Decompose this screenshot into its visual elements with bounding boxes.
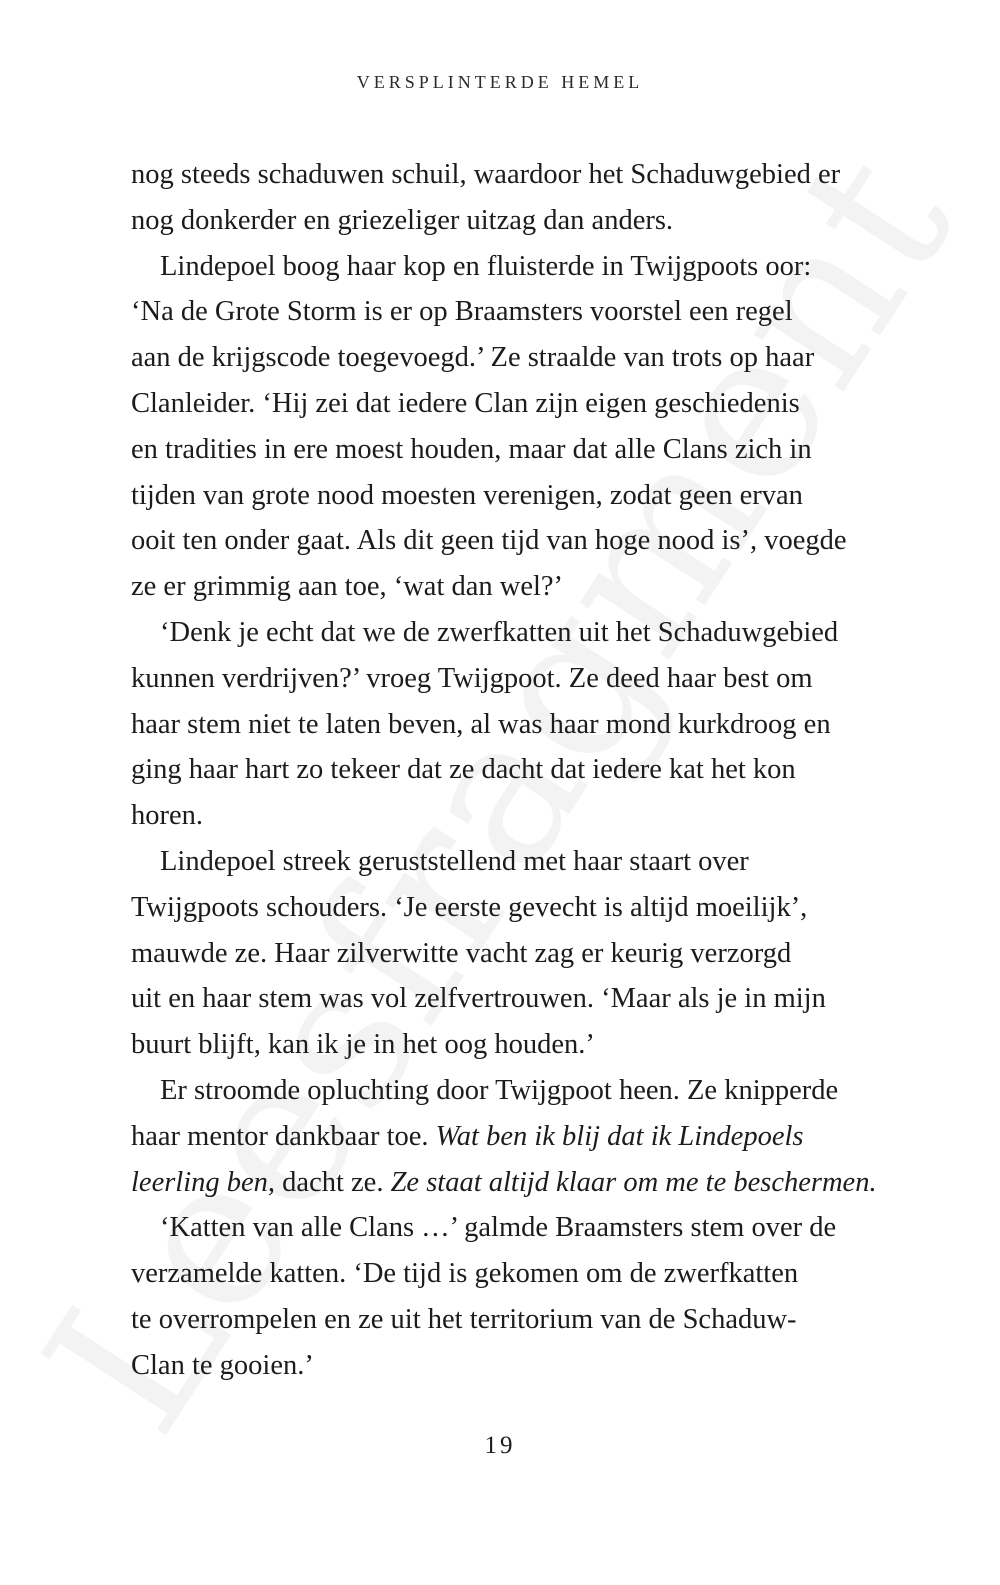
text-line (131, 244, 876, 290)
text-line (131, 1251, 876, 1297)
text-line (131, 1343, 876, 1389)
text-segment: Twijgpoots schouders. ‘Je eerste gevecht is altijd moeilijk’, (131, 891, 808, 923)
text-segment: ‘Katten van alle Clans …’ galmde Braamsters stem over de (160, 1212, 837, 1244)
text-line (131, 1114, 876, 1160)
italic-text-segment: Ze staat altijd klaar om me te beschermen. (390, 1166, 877, 1198)
text-line (131, 656, 876, 702)
text-segment: Lindepoel streek geruststellend met haar staart over (160, 845, 749, 877)
text-segment: Clan te gooien.’ (131, 1349, 314, 1381)
text-segment: ‘Na de Grote Storm is er op Braamsters voorstel een regel (131, 296, 793, 328)
text-line (131, 976, 876, 1022)
text-segment: te overrompelen en ze uit het territorium van de Schaduw- (131, 1303, 797, 1335)
text-line (131, 885, 876, 931)
italic-text-segment: Wat ben ik blij dat ik Lindepoels (435, 1120, 804, 1152)
text-line (131, 152, 876, 198)
text-segment: Clanleider. ‘Hij zei dat iedere Clan zijn eigen geschiedenis (131, 387, 800, 419)
text-segment: Er stroomde opluchting door Twijgpoot heen. Ze knipperde (160, 1074, 839, 1106)
text-line (131, 793, 876, 839)
text-line (131, 381, 876, 427)
text-line (131, 1297, 876, 1343)
text-segment: kunnen verdrijven?’ vroeg Twijgpoot. Ze deed haar best om (131, 662, 813, 694)
text-line (131, 931, 876, 977)
running-head: VERSPLINTERDE HEMEL (356, 72, 644, 92)
text-line (131, 747, 876, 793)
text-line (131, 198, 876, 244)
text-segment: horen. (131, 800, 204, 832)
text-segment: verzamelde katten. ‘De tijd is gekomen om de zwerfkatten (131, 1258, 799, 1290)
text-segment: tijden van grote nood moesten verenigen, zodat geen ervan (131, 479, 803, 511)
body-text (131, 152, 876, 1389)
text-line (131, 1205, 876, 1251)
text-segment: haar mentor dankbaar toe. (131, 1120, 436, 1152)
text-segment: ooit ten onder gaat. Als dit geen tijd van hoge nood is’, voegde (131, 525, 847, 557)
text-line (131, 473, 876, 519)
text-segment: nog steeds schaduwen schuil, waardoor het Schaduwgebied er (131, 159, 841, 190)
text-line (131, 1068, 876, 1114)
text-line (131, 289, 876, 335)
text-segment: en tradities in ere moest houden, maar dat alle Clans zich in (131, 433, 812, 465)
text-segment: Lindepoel boog haar kop en fluisterde in Twijgpoots oor: (160, 250, 812, 282)
italic-text-segment: leerling ben, (131, 1166, 276, 1198)
text-line (131, 1022, 876, 1068)
text-line (131, 839, 876, 885)
text-line (131, 518, 876, 564)
text-line (131, 610, 876, 656)
text-segment: uit en haar stem was vol zelfvertrouwen. ‘Maar als je in mijn (131, 983, 826, 1015)
text-segment: ging haar hart zo tekeer dat ze dacht dat iedere kat het kon (131, 754, 796, 786)
text-segment: buurt blijft, kan ik je in het oog houden.’ (131, 1029, 595, 1061)
text-segment: mauwde ze. Haar zilverwitte vacht zag er keurig verzorgd (131, 937, 792, 969)
text-line (131, 427, 876, 473)
page-number: 19 (484, 1432, 516, 1459)
text-segment: ze er grimmig aan toe, ‘wat dan wel?’ (131, 571, 564, 603)
text-line (131, 564, 876, 610)
text-segment: haar stem niet te laten beven, al was haar mond kurkdroog en (131, 708, 831, 740)
text-segment: ‘Denk je echt dat we de zwerfkatten uit het Schaduwgebied (160, 616, 839, 648)
text-line (131, 702, 876, 748)
text-segment: dacht ze. (275, 1166, 391, 1198)
text-segment: nog donkerder en griezeliger uitzag dan anders. (131, 204, 674, 236)
text-segment: aan de krijgscode toegevoegd.’ Ze straalde van trots op haar (131, 342, 815, 374)
text-line (131, 335, 876, 381)
text-line (131, 1160, 876, 1206)
